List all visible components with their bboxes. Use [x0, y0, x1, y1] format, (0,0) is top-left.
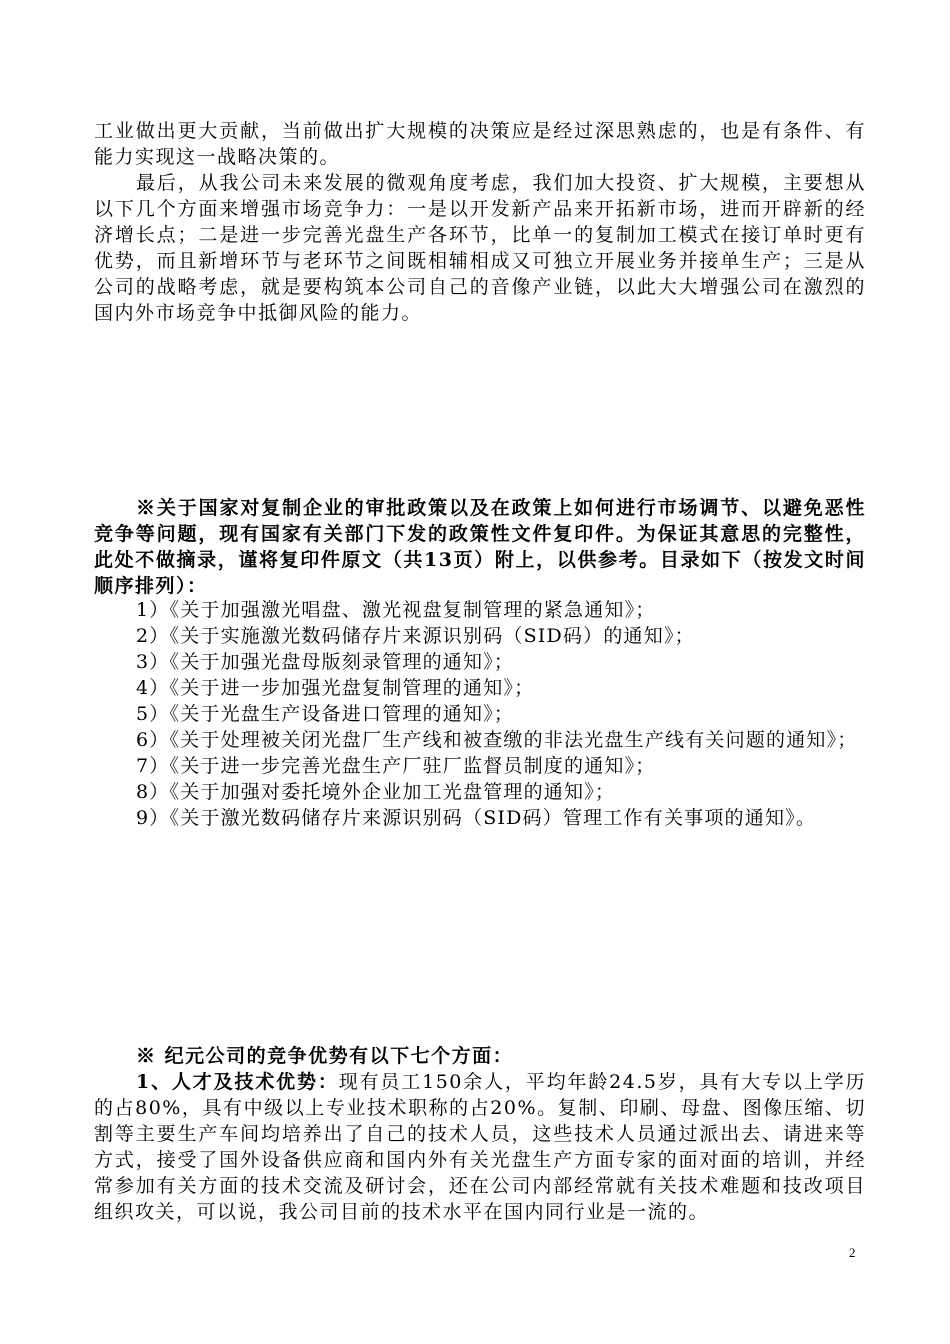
paragraph-final-consideration: 最后，从我公司未来发展的微观角度考虑，我们加大投资、扩大规模，主要想从以下几个方面来增强市场竞争力：一是以开发新产品来开拓新市场，进而开辟新的经济增长点；二是进一步完善光盘生产各环节，比单一的复制加工模式在接订单时更有优势，而且新增环节与老环节之间既相辅相成又可独立开展业务并接单生产；三是从公司的战略考虑，就是要构筑本公司自己的音像产业链，以此大大增强公司在激烈的国内外市场竞争中抵御风险的能力。 — [94, 172, 866, 324]
list-item: 7）《关于进一步完善光盘生产厂驻厂监督员制度的通知》； — [136, 755, 656, 777]
paragraph-advantage-talent — [94, 1069, 866, 1225]
list-item: 5）《关于光盘生产设备进口管理的通知》； — [136, 703, 515, 725]
list-item: 4）《关于进一步加强光盘复制管理的通知》； — [136, 677, 535, 699]
list-item: 8）《关于加强对委托境外企业加工光盘管理的通知》； — [136, 781, 616, 803]
page-number: 2 — [849, 1245, 856, 1260]
policy-document-list — [94, 597, 874, 831]
list-item: 2）《关于实施激光数码储存片来源识别码（SID码）的通知》； — [136, 625, 695, 647]
advantage-label: 1、人才及技术优势： — [136, 1071, 339, 1093]
policy-note: ※关于国家对复制企业的审批政策以及在政策上如何进行市场调节、以避免恶性竞争等问题，现有国家有关部门下发的政策性文件复印件。为保证其意思的完整性，此处不做摘录，谨将复印件原文（共13页）附上，以供参考。目录如下（按发文时间顺序排列）： — [94, 497, 866, 597]
list-item: 6）《关于处理被关闭光盘厂生产线和被查缴的非法光盘生产线有关问题的通知》； — [136, 729, 858, 751]
list-item: 9）《关于激光数码储存片来源识别码（SID码）管理工作有关事项的通知》。 — [136, 807, 817, 829]
list-item: 1）《关于加强激光唱盘、激光视盘复制管理的紧急通知》； — [136, 599, 656, 621]
section-heading-advantages: ※ 纪元公司的竞争优势有以下七个方面： — [136, 1045, 514, 1067]
paragraph-continuation: 工业做出更大贡献，当前做出扩大规模的决策应是经过深思熟虑的，也是有条件、有能力实现这一战略决策的。 — [94, 120, 866, 168]
advantage-text: 现有员工150余人，平均年龄24.5岁，具有大专以上学历的占80%，具有中级以上专业技术职称的占20%。复制、印刷、母盘、图像压缩、切割等主要生产车间均培养出了自己的技术人员，这些技术人员通过派出去、请进来等方式，接受了国外设备供应商和国内外有关光盘生产方面专家的面对面的培训，并经常参加有关方面的技术交流及研讨会，还在公司内部经常就有关技术难题和技改项目组织攻关，可以说，我公司目前的技术水平在国内同行业是一流的。 — [94, 1071, 866, 1223]
list-item: 3）《关于加强光盘母版刻录管理的通知》； — [136, 651, 515, 673]
